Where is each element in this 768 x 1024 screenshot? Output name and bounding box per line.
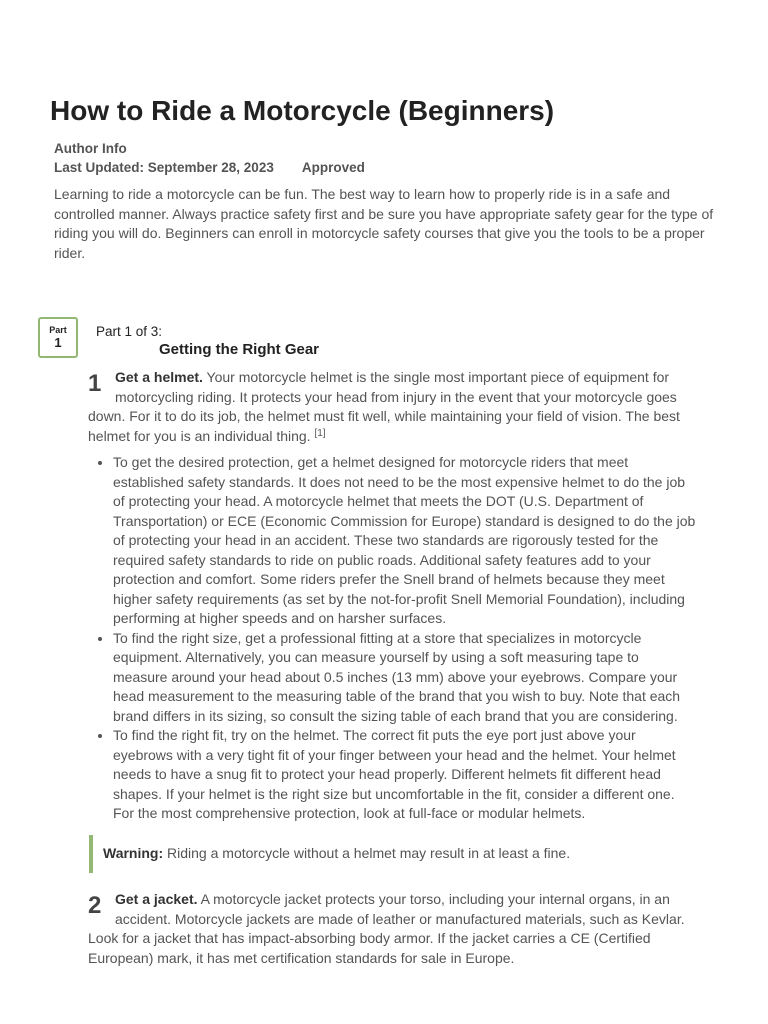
page-title: How to Ride a Motorcycle (Beginners) [50, 95, 555, 126]
step-1 [88, 368, 696, 446]
part-badge-label: Part [49, 325, 67, 335]
warning-label: Warning: [103, 845, 164, 861]
step-body: Your motorcycle helmet is the single most important piece of equipment for motorcycling riding. It protects your head from injury in the event that your motorcycle goes down. For it to do its job, the helmet must fit well, while maintaining your field of vision. The best helmet for you is an individual thing. [88, 369, 680, 444]
author-info-link[interactable]: Author Info [54, 141, 127, 156]
step-number: 2 [88, 892, 102, 919]
step-body: A motorcycle jacket protects your torso, including your internal organs, in an accident. Motorcycle jackets are made of leather or manufactured materials, such as Kevlar. Look for a jacket that has impact-absorbing body armor. If the jacket carries a CE (Certified European) mark, it has met certification standards for sale in Europe. [88, 891, 685, 966]
part-badge [38, 317, 78, 358]
warning-callout [89, 835, 697, 873]
bullet-item: • To get the desired protection, get a helmet designed for motorcycle riders that meet established safety standards. It does not need to be the most expensive helmet to do the job of protecting your head. A motorcycle helmet that meets the DOT (U.S. Department of Transportation) or ECE (Economic Commission for Europe) standard is designed to do the job of protecting your head in an accident. These two standards are rigorously tested for the required safety standards to ride on public roads. Additional safety features add to your protection and comfort. Some riders prefer the Snell brand of helmets because they meet higher safety requirements (as set by the not-for-profit Snell Memorial Foundation), including performing at higher speeds and on harsher surfaces. [113, 453, 696, 629]
warning-text: Riding a motorcycle without a helmet may result in at least a fine. [163, 845, 571, 861]
part-title: Getting the Right Gear [159, 341, 320, 358]
update-line [54, 158, 714, 177]
step-heading: Get a jacket. [115, 891, 198, 907]
part-of-label: Part 1 of 3: [96, 324, 163, 339]
step-text [88, 368, 696, 446]
step-1-bullets [88, 453, 696, 824]
article-meta [54, 139, 714, 177]
approved-badge[interactable]: Approved [301, 160, 365, 175]
reference-link[interactable]: [1] [314, 427, 326, 439]
article-intro: Learning to ride a motorcycle can be fun. The best way to learn how to properly ride is in a safe and controlled manner. Always practice safety first and be sure you have appropriate safety gear for the type of riding you will do. Beginners can enroll in motorcycle safety courses that give you the tools to be a proper rider. [54, 186, 714, 261]
last-updated: Last Updated: September 28, 2023 [54, 160, 274, 175]
step-text [88, 890, 696, 968]
part-badge-number: 1 [54, 335, 62, 350]
bullet-item: • To find the right size, get a professional fitting at a store that specializes in motorcycle equipment. Alternatively, you can measure yourself by using a soft measuring tape to measure around your head about 0.5 inches (13 mm) above your eyebrows. Compare your head measurement to the measuring table of the brand that you wish to buy. Note that each brand differs in its sizing, so consult the sizing table of each brand that you are considering. [113, 629, 696, 727]
step-number: 1 [88, 370, 102, 397]
step-2 [88, 890, 696, 968]
bullet-item: • To find the right fit, try on the helmet. The correct fit puts the eye port just above your eyebrows with a very tight fit of your finger between your head and the helmet. Your helmet needs to have a snug fit to protect your head properly. Different helmets fit different head shapes. If your helmet is the right size but uncomfortable in the fit, consider a different one. For the most comprehensive protection, look at full-face or modular helmets. [113, 726, 696, 824]
step-heading: Get a helmet. [115, 369, 203, 385]
